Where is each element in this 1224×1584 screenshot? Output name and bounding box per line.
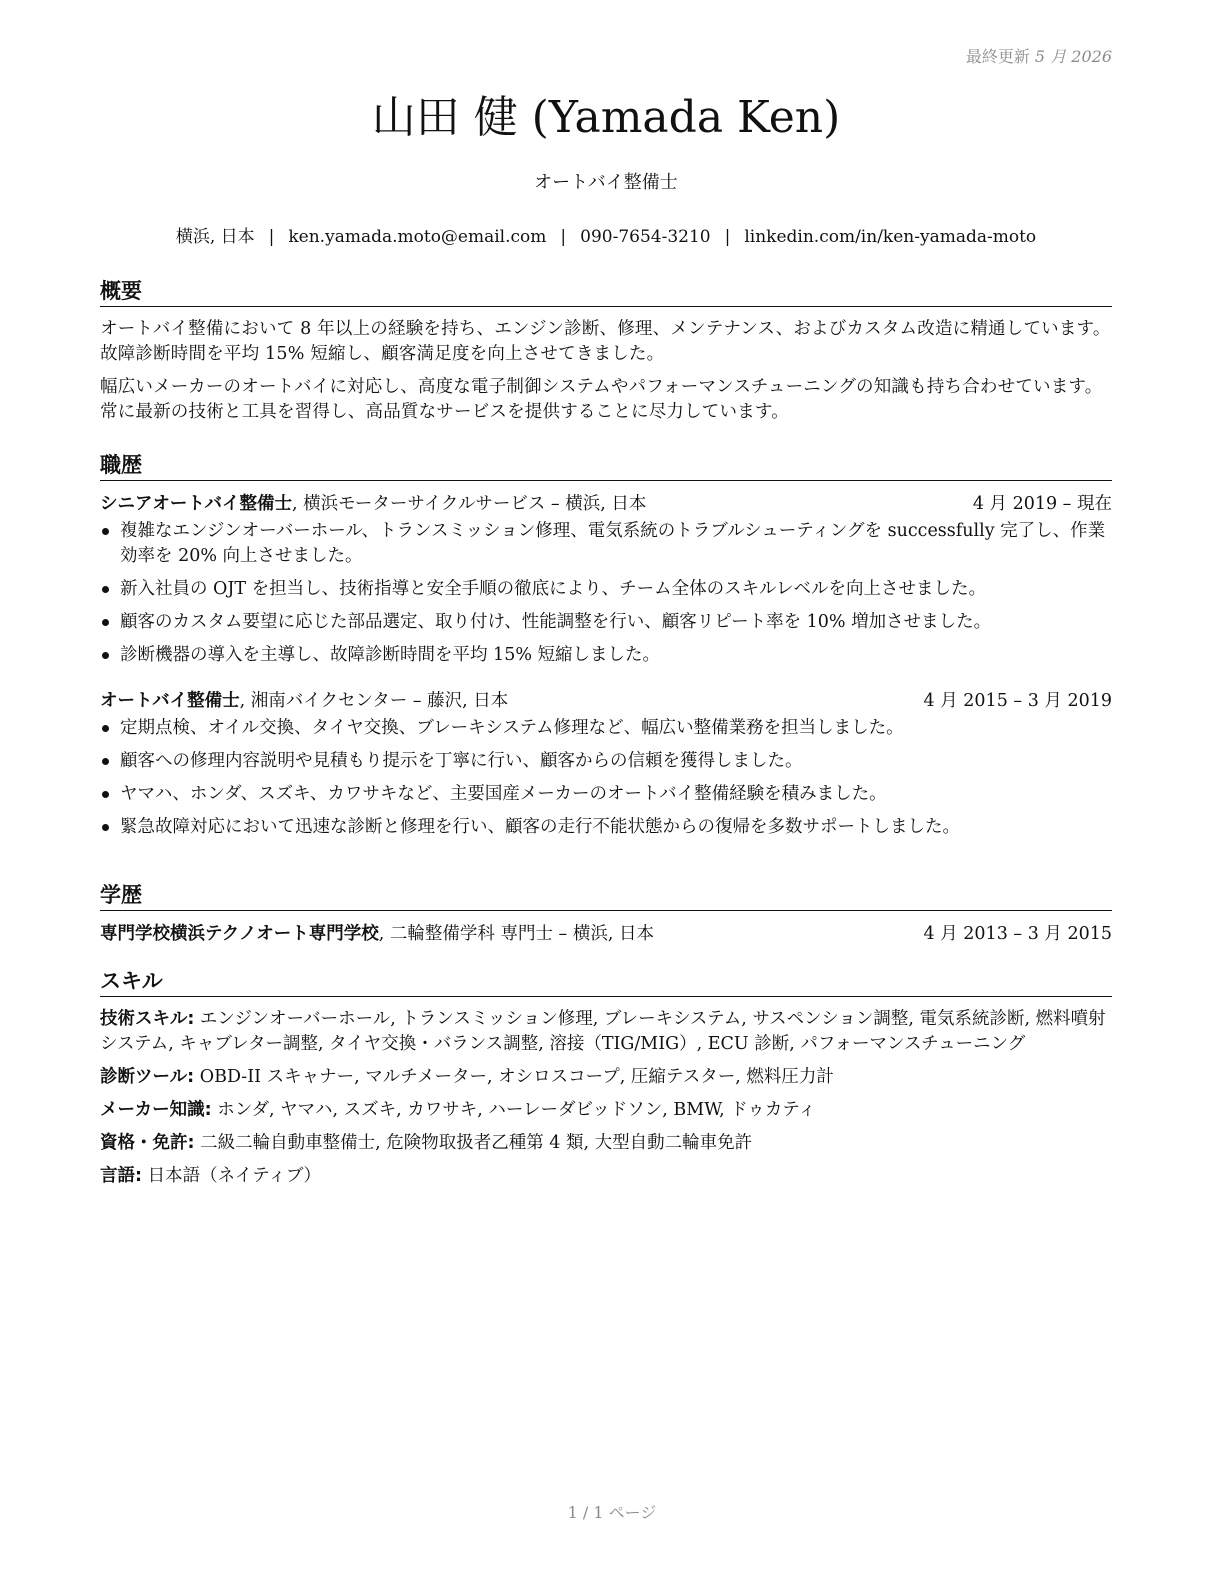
resume-name: 山田 健 (Yamada Ken) — [371, 92, 841, 143]
contact-separator: | — [268, 227, 275, 247]
job-company: 横浜モーターサイクルサービス – 横浜, 日本 — [303, 494, 647, 514]
bullet-icon — [102, 824, 109, 831]
skill-label: メーカー知識: — [100, 1100, 212, 1120]
job-role: シニアオートバイ整備士 — [100, 494, 292, 514]
bullet-icon — [102, 528, 109, 535]
bullet-text: 緊急故障対応において迅速な診断と修理を行い、顧客の走行不能状態からの復帰を多数サポートしました。 — [120, 817, 960, 837]
education-school: 専門学校横浜テクノオート専門学校 — [100, 924, 379, 944]
last-updated-label: 最終更新 — [965, 47, 1030, 66]
contact-line — [100, 224, 1112, 250]
resume-title: オートバイ整備士 — [534, 172, 678, 193]
skill-label: 技術スキル: — [100, 1009, 195, 1029]
job-header — [100, 688, 1112, 714]
job-header — [100, 491, 1112, 517]
skill-row — [100, 1164, 1112, 1189]
skill-value: エンジンオーバーホール, トランスミッション修理, ブレーキシステム, サスペンション調整, 電気系統診断, 燃料噴射システム, キャブレター調整, タイヤ交換・バランス調整, 溶接（TIG/MIG）, ECU 診断, パフォーマンスチューニング — [100, 1009, 1106, 1054]
skills-heading: スキル — [100, 966, 1112, 997]
list-item — [100, 577, 1112, 602]
list-item — [100, 815, 1112, 840]
list-item — [100, 610, 1112, 635]
job-bullets — [100, 519, 1112, 668]
education-detail: 二輪整備学科 専門士 – 横浜, 日本 — [389, 924, 654, 944]
job-bullets — [100, 716, 1112, 840]
skill-value: 日本語（ネイティブ） — [147, 1166, 322, 1186]
last-updated — [966, 44, 1112, 67]
contact-linkedin[interactable]: linkedin.com/in/ken-yamada-moto — [744, 227, 1037, 247]
bullet-icon — [102, 619, 109, 626]
bullet-text: 診断機器の導入を主導し、故障診断時間を平均 15% 短縮しました。 — [120, 645, 661, 665]
contact-email[interactable]: ken.yamada.moto@email.com — [288, 227, 547, 247]
list-item — [100, 519, 1112, 569]
skill-row — [100, 1065, 1112, 1090]
summary-paragraph: オートバイ整備において 8 年以上の経験を持ち、エンジン診断、修理、メンテナンス、およびカスタム改造に精通しています。故障診断時間を平均 15% 短縮し、顧客満足度を向上させてきました。 — [100, 319, 1111, 364]
list-item — [100, 749, 1112, 774]
experience-section — [100, 450, 1112, 848]
experience-heading: 職歴 — [100, 450, 1112, 481]
summary-heading: 概要 — [100, 276, 1112, 307]
job-entry — [100, 491, 1112, 668]
summary-section — [100, 276, 1112, 433]
list-item — [100, 782, 1112, 807]
list-item — [100, 643, 1112, 668]
job-role: オートバイ整備士 — [100, 691, 240, 711]
bullet-text: ヤマハ、ホンダ、スズキ、カワサキなど、主要国産メーカーのオートバイ整備経験を積みました。 — [120, 784, 887, 804]
education-dates: 4 月 2013 – 3 月 2015 — [923, 924, 1112, 944]
bullet-icon — [102, 586, 109, 593]
skill-row — [100, 1131, 1112, 1156]
skill-label: 診断ツール: — [100, 1067, 195, 1087]
contact-separator: | — [560, 227, 567, 247]
skill-label: 資格・免許: — [100, 1133, 195, 1153]
bullet-text: 新入社員の OJT を担当し、技術指導と安全手順の徹底により、チーム全体のスキルレベルを向上させました。 — [120, 579, 987, 599]
contact-separator: | — [724, 227, 731, 247]
skill-value: ホンダ, ヤマハ, スズキ, カワサキ, ハーレーダビッドソン, BMW, ドゥカティ — [217, 1100, 816, 1120]
list-item — [100, 716, 1112, 741]
education-entry — [100, 921, 1112, 947]
skill-row — [100, 1007, 1112, 1057]
job-dates: 4 月 2015 – 3 月 2019 — [923, 691, 1112, 711]
bullet-icon — [102, 652, 109, 659]
bullet-icon — [102, 758, 109, 765]
job-entry — [100, 688, 1112, 840]
job-company: 湘南バイクセンター – 藤沢, 日本 — [250, 691, 509, 711]
skill-value: 二級二輪自動車整備士, 危険物取扱者乙種第 4 類, 大型自動二輪車免許 — [200, 1133, 753, 1153]
job-dates: 4 月 2019 – 現在 — [972, 494, 1112, 514]
skill-label: 言語: — [100, 1166, 142, 1186]
page-number: 1 / 1 ページ — [567, 1503, 657, 1522]
last-updated-date: 5 月 2026 — [1034, 47, 1112, 66]
education-heading: 学歴 — [100, 880, 1112, 911]
bullet-text: 顧客への修理内容説明や見積もり提示を丁寧に行い、顧客からの信頼を獲得しました。 — [120, 751, 803, 771]
skill-value: OBD-II スキャナー, マルチメーター, オシロスコープ, 圧縮テスター, 燃料圧力計 — [199, 1067, 834, 1087]
contact-location: 横浜, 日本 — [175, 227, 255, 247]
contact-phone[interactable]: 090-7654-3210 — [580, 227, 711, 247]
summary-paragraph: 幅広いメーカーのオートバイに対応し、高度な電子制御システムやパフォーマンスチューニングの知識も持ち合わせています。常に最新の技術と工具を習得し、高品質なサービスを提供することに尽力しています。 — [100, 377, 1103, 422]
skill-row — [100, 1098, 1112, 1123]
bullet-icon — [102, 725, 109, 732]
job-role-company: シニアオートバイ整備士, 横浜モーターサイクルサービス – 横浜, 日本 — [100, 494, 647, 514]
bullet-text: 複雑なエンジンオーバーホール、トランスミッション修理、電気系統のトラブルシューティングを successfully 完了し、作業効率を 20% 向上させました。 — [120, 521, 1106, 566]
job-role-company: オートバイ整備士, 湘南バイクセンター – 藤沢, 日本 — [100, 691, 509, 711]
bullet-icon — [102, 791, 109, 798]
skills-section — [100, 966, 1112, 1197]
bullet-text: 顧客のカスタム要望に応じた部品選定、取り付け、性能調整を行い、顧客リピート率を 10% 増加させました。 — [120, 612, 992, 632]
education-section — [100, 880, 1112, 947]
education-school-detail: 専門学校横浜テクノオート専門学校, 二輪整備学科 専門士 – 横浜, 日本 — [100, 924, 654, 944]
bullet-text: 定期点検、オイル交換、タイヤ交換、ブレーキシステム修理など、幅広い整備業務を担当しました。 — [120, 718, 904, 738]
